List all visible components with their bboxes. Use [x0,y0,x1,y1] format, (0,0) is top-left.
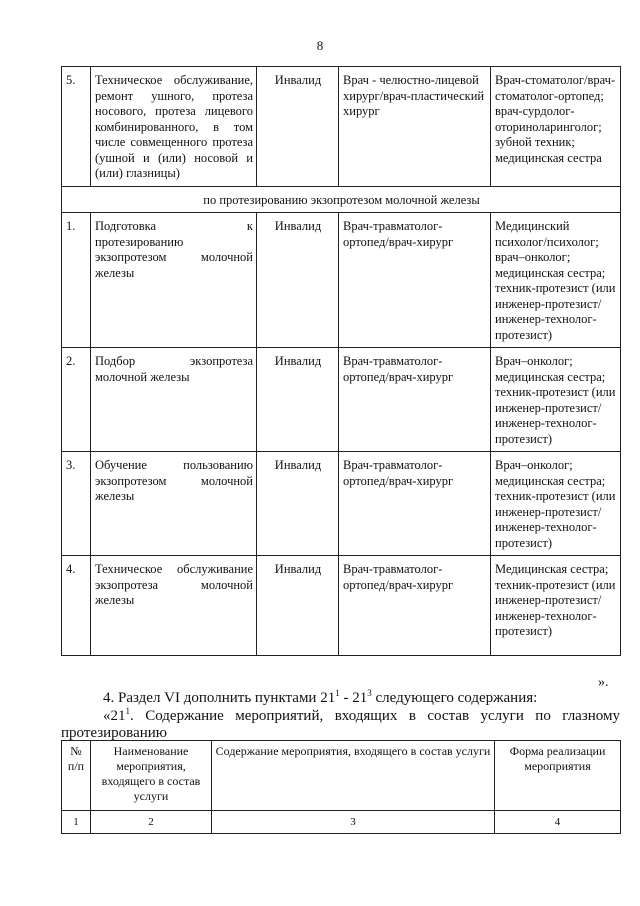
column-numbers-row [62,811,621,834]
page-number: 8 [316,38,324,53]
doctor-specialty: Врач-травматолог-ортопед/врач-хирург [339,213,491,348]
recipient: Инвалид [257,556,339,656]
recipient: Инвалид [257,348,339,452]
amendment-text: следующего содержания: [371,690,538,706]
column-header-form: Форма реализации мероприятия [495,741,621,811]
column-header-number: № п/п [62,741,91,811]
activity-name: Подготовка к протезированию экзопротезом молочной железы [91,213,257,348]
staff-specialty: Медицинский психолог/психолог; врач–онколог; медицинская сестра; техник-протезист (или инженер-протезист/инженер-технолог-протезист) [491,213,621,348]
doctor-specialty: Врач-травматолог-ортопед/врач-хирург [339,556,491,656]
table-row [62,67,621,187]
table-row [62,556,621,656]
row-number: 4. [62,556,91,656]
heading-text: «21 [103,708,126,724]
activity-name: Техническое обслуживание, ремонт ушного, протеза носового, протеза лицевого комбинированного, в том числе совмещенного протеза (ушной и (или) носовой и (или) глазницы) [91,67,257,187]
table-row [62,452,621,556]
column-header-content: Содержание мероприятия, входящего в состав услуги [212,741,495,811]
staff-specialty: Врач–онколог; медицинская сестра; техник-протезист (или инженер-протезист/инженер-технолог-протезист) [491,348,621,452]
staff-specialty: Врач–онколог; медицинская сестра; техник-протезист (или инженер-протезист/инженер-технолог-протезист) [491,452,621,556]
row-number: 1. [62,213,91,348]
superscript: 3 [367,688,372,698]
doctor-specialty: Врач - челюстно-лицевой хирург/врач-пластический хирург [339,67,491,187]
closing-quote: ». [598,675,609,690]
amendment-paragraph [103,690,537,707]
section-heading [61,708,620,742]
staff-specialty: Медицинская сестра; техник-протезист (или инженер-протезист/инженер-технолог-протезист) [491,556,621,656]
heading-text: . Содержание мероприятий, входящих в состав услуги по глазному протезированию [61,708,620,741]
services-table [61,66,621,656]
recipient: Инвалид [257,213,339,348]
staff-specialty: Врач-стоматолог/врач-стоматолог-ортопед; врач-сурдолог-оториноларинголог; зубной техник; медицинская сестра [491,67,621,187]
superscript: 1 [125,706,130,716]
row-number: 3. [62,452,91,556]
doctor-specialty: Врач-травматолог-ортопед/врач-хирург [339,452,491,556]
column-number: 2 [91,811,212,834]
table-row [62,213,621,348]
section-title: по протезированию экзопротезом молочной железы [62,186,621,213]
recipient: Инвалид [257,452,339,556]
amendment-text: - 21 [339,690,368,706]
doctor-specialty: Врач-травматолог-ортопед/врач-хирург [339,348,491,452]
activity-name: Обучение пользованию экзопротезом молочной железы [91,452,257,556]
column-number: 1 [62,811,91,834]
activities-table [61,740,621,834]
column-header-name: Наименование мероприятия, входящего в состав услуги [91,741,212,811]
activity-name: Подбор экзопротеза молочной железы [91,348,257,452]
activity-name: Техническое обслуживание экзопротеза молочной железы [91,556,257,656]
column-number: 3 [212,811,495,834]
amendment-text: 4. Раздел VI дополнить пунктами 21 [103,690,336,706]
section-row [62,186,621,213]
column-number: 4 [495,811,621,834]
recipient: Инвалид [257,67,339,187]
header-row [62,741,621,811]
row-number: 2. [62,348,91,452]
superscript: 1 [335,688,340,698]
table-row [62,348,621,452]
row-number: 5. [62,67,91,187]
